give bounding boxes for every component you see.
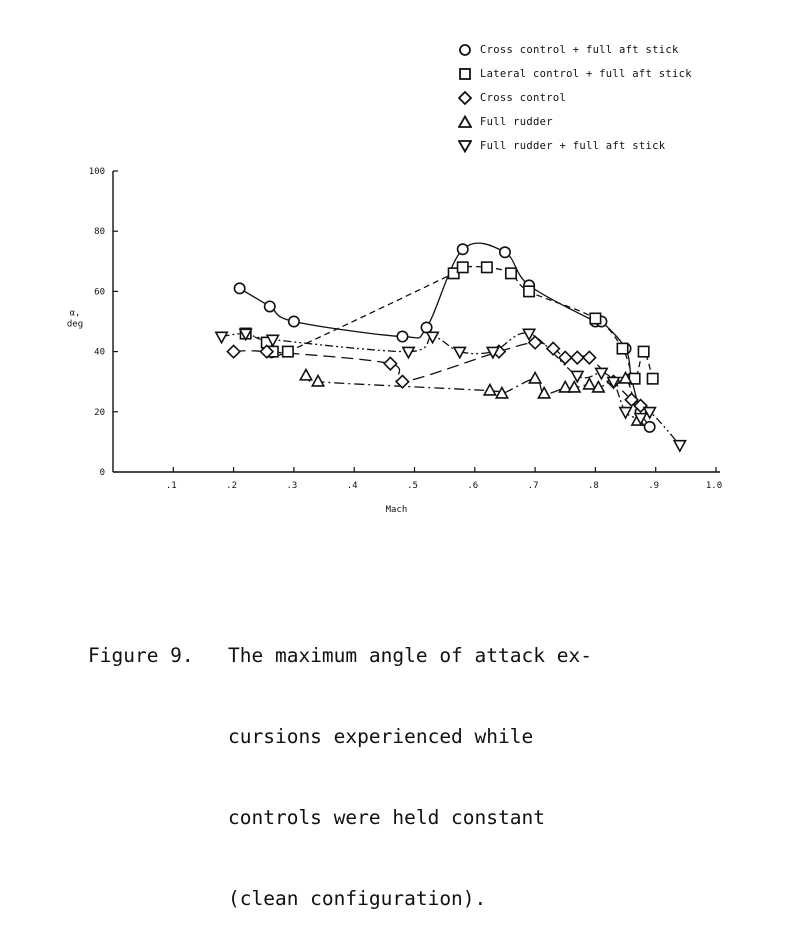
triangle-up-marker xyxy=(300,369,311,379)
legend-item-triangle-down xyxy=(458,134,758,158)
legend-label: Cross control xyxy=(480,92,567,104)
caption-label: Figure 9. xyxy=(88,644,194,667)
legend-item-triangle-up xyxy=(458,110,758,134)
x-tick-label: .3 xyxy=(286,481,298,491)
diamond-marker xyxy=(571,351,583,363)
x-tick-label: .6 xyxy=(467,481,479,491)
legend-label: Full rudder xyxy=(480,116,553,128)
square-marker xyxy=(617,343,627,353)
y-tick-label: 80 xyxy=(94,227,105,238)
caption-line: controls were held constant xyxy=(228,806,545,829)
triangle-down-marker xyxy=(216,332,227,342)
caption-line: The maximum angle of attack ex- xyxy=(228,644,592,667)
circle-marker xyxy=(500,247,510,257)
circle-marker xyxy=(234,283,244,293)
y-tick-label: 0 xyxy=(99,468,105,478)
diamond-marker xyxy=(384,357,396,369)
legend-label: Lateral control + full aft stick xyxy=(480,68,692,80)
x-tick-label: .9 xyxy=(648,481,660,491)
figure-caption xyxy=(88,588,778,939)
circle-marker xyxy=(265,301,275,311)
y-tick-label: 40 xyxy=(94,347,105,358)
x-tick-label: .1 xyxy=(165,481,177,491)
x-tick-label: 1.0 xyxy=(705,481,723,491)
legend-item-circle xyxy=(458,38,758,62)
caption-line: cursions experienced while xyxy=(228,725,534,748)
caption-line: (clean configuration). xyxy=(228,887,487,910)
diamond-marker xyxy=(547,342,559,354)
square-marker xyxy=(506,268,516,278)
diamond-marker xyxy=(583,351,595,363)
legend-label: Full rudder + full aft stick xyxy=(480,140,666,152)
square-marker xyxy=(647,373,657,383)
triangle-up-marker xyxy=(538,388,549,398)
square-marker xyxy=(482,262,492,272)
square-marker xyxy=(458,262,468,272)
circle-marker xyxy=(644,422,654,432)
x-axis-label: Mach xyxy=(385,505,408,515)
circle-marker xyxy=(458,244,468,254)
y-tick-label: 20 xyxy=(94,407,105,418)
series-line-circle xyxy=(240,243,650,427)
circle-marker xyxy=(289,316,299,326)
square-marker xyxy=(283,346,293,356)
diamond-marker xyxy=(227,345,239,357)
diamond-marker xyxy=(559,351,571,363)
legend-item-square xyxy=(458,62,758,86)
triangle-down-marker xyxy=(674,441,685,451)
circle-marker xyxy=(421,322,431,332)
triangle-up-marker xyxy=(584,379,595,389)
x-tick-label: .4 xyxy=(346,481,358,491)
y-axis-unit: deg xyxy=(66,319,84,330)
triangle-down-marker xyxy=(403,347,414,357)
square-marker xyxy=(524,286,534,296)
square-marker-icon xyxy=(458,67,472,81)
square-marker xyxy=(590,313,600,323)
circle-marker-icon xyxy=(458,43,472,57)
x-tick-label: .5 xyxy=(407,481,418,491)
x-tick-label: .8 xyxy=(587,481,599,491)
legend-item-diamond xyxy=(458,86,758,110)
circle-marker xyxy=(397,331,407,341)
legend-label: Cross control + full aft stick xyxy=(480,44,679,56)
y-tick-label: 60 xyxy=(94,287,105,298)
triangle-down-marker-icon xyxy=(458,139,472,153)
x-tick-label: .7 xyxy=(527,481,539,491)
triangle-down-marker xyxy=(620,408,631,418)
x-tick-label: .2 xyxy=(226,481,238,491)
y-tick-label: 100 xyxy=(88,167,105,177)
triangle-up-marker-icon xyxy=(458,115,472,129)
diamond-marker-icon xyxy=(458,91,472,105)
square-marker xyxy=(638,346,648,356)
y-axis-label: α, xyxy=(69,308,81,319)
triangle-up-marker xyxy=(312,376,323,386)
legend xyxy=(458,38,758,158)
triangle-up-marker xyxy=(529,372,540,382)
triangle-up-marker xyxy=(484,385,495,395)
